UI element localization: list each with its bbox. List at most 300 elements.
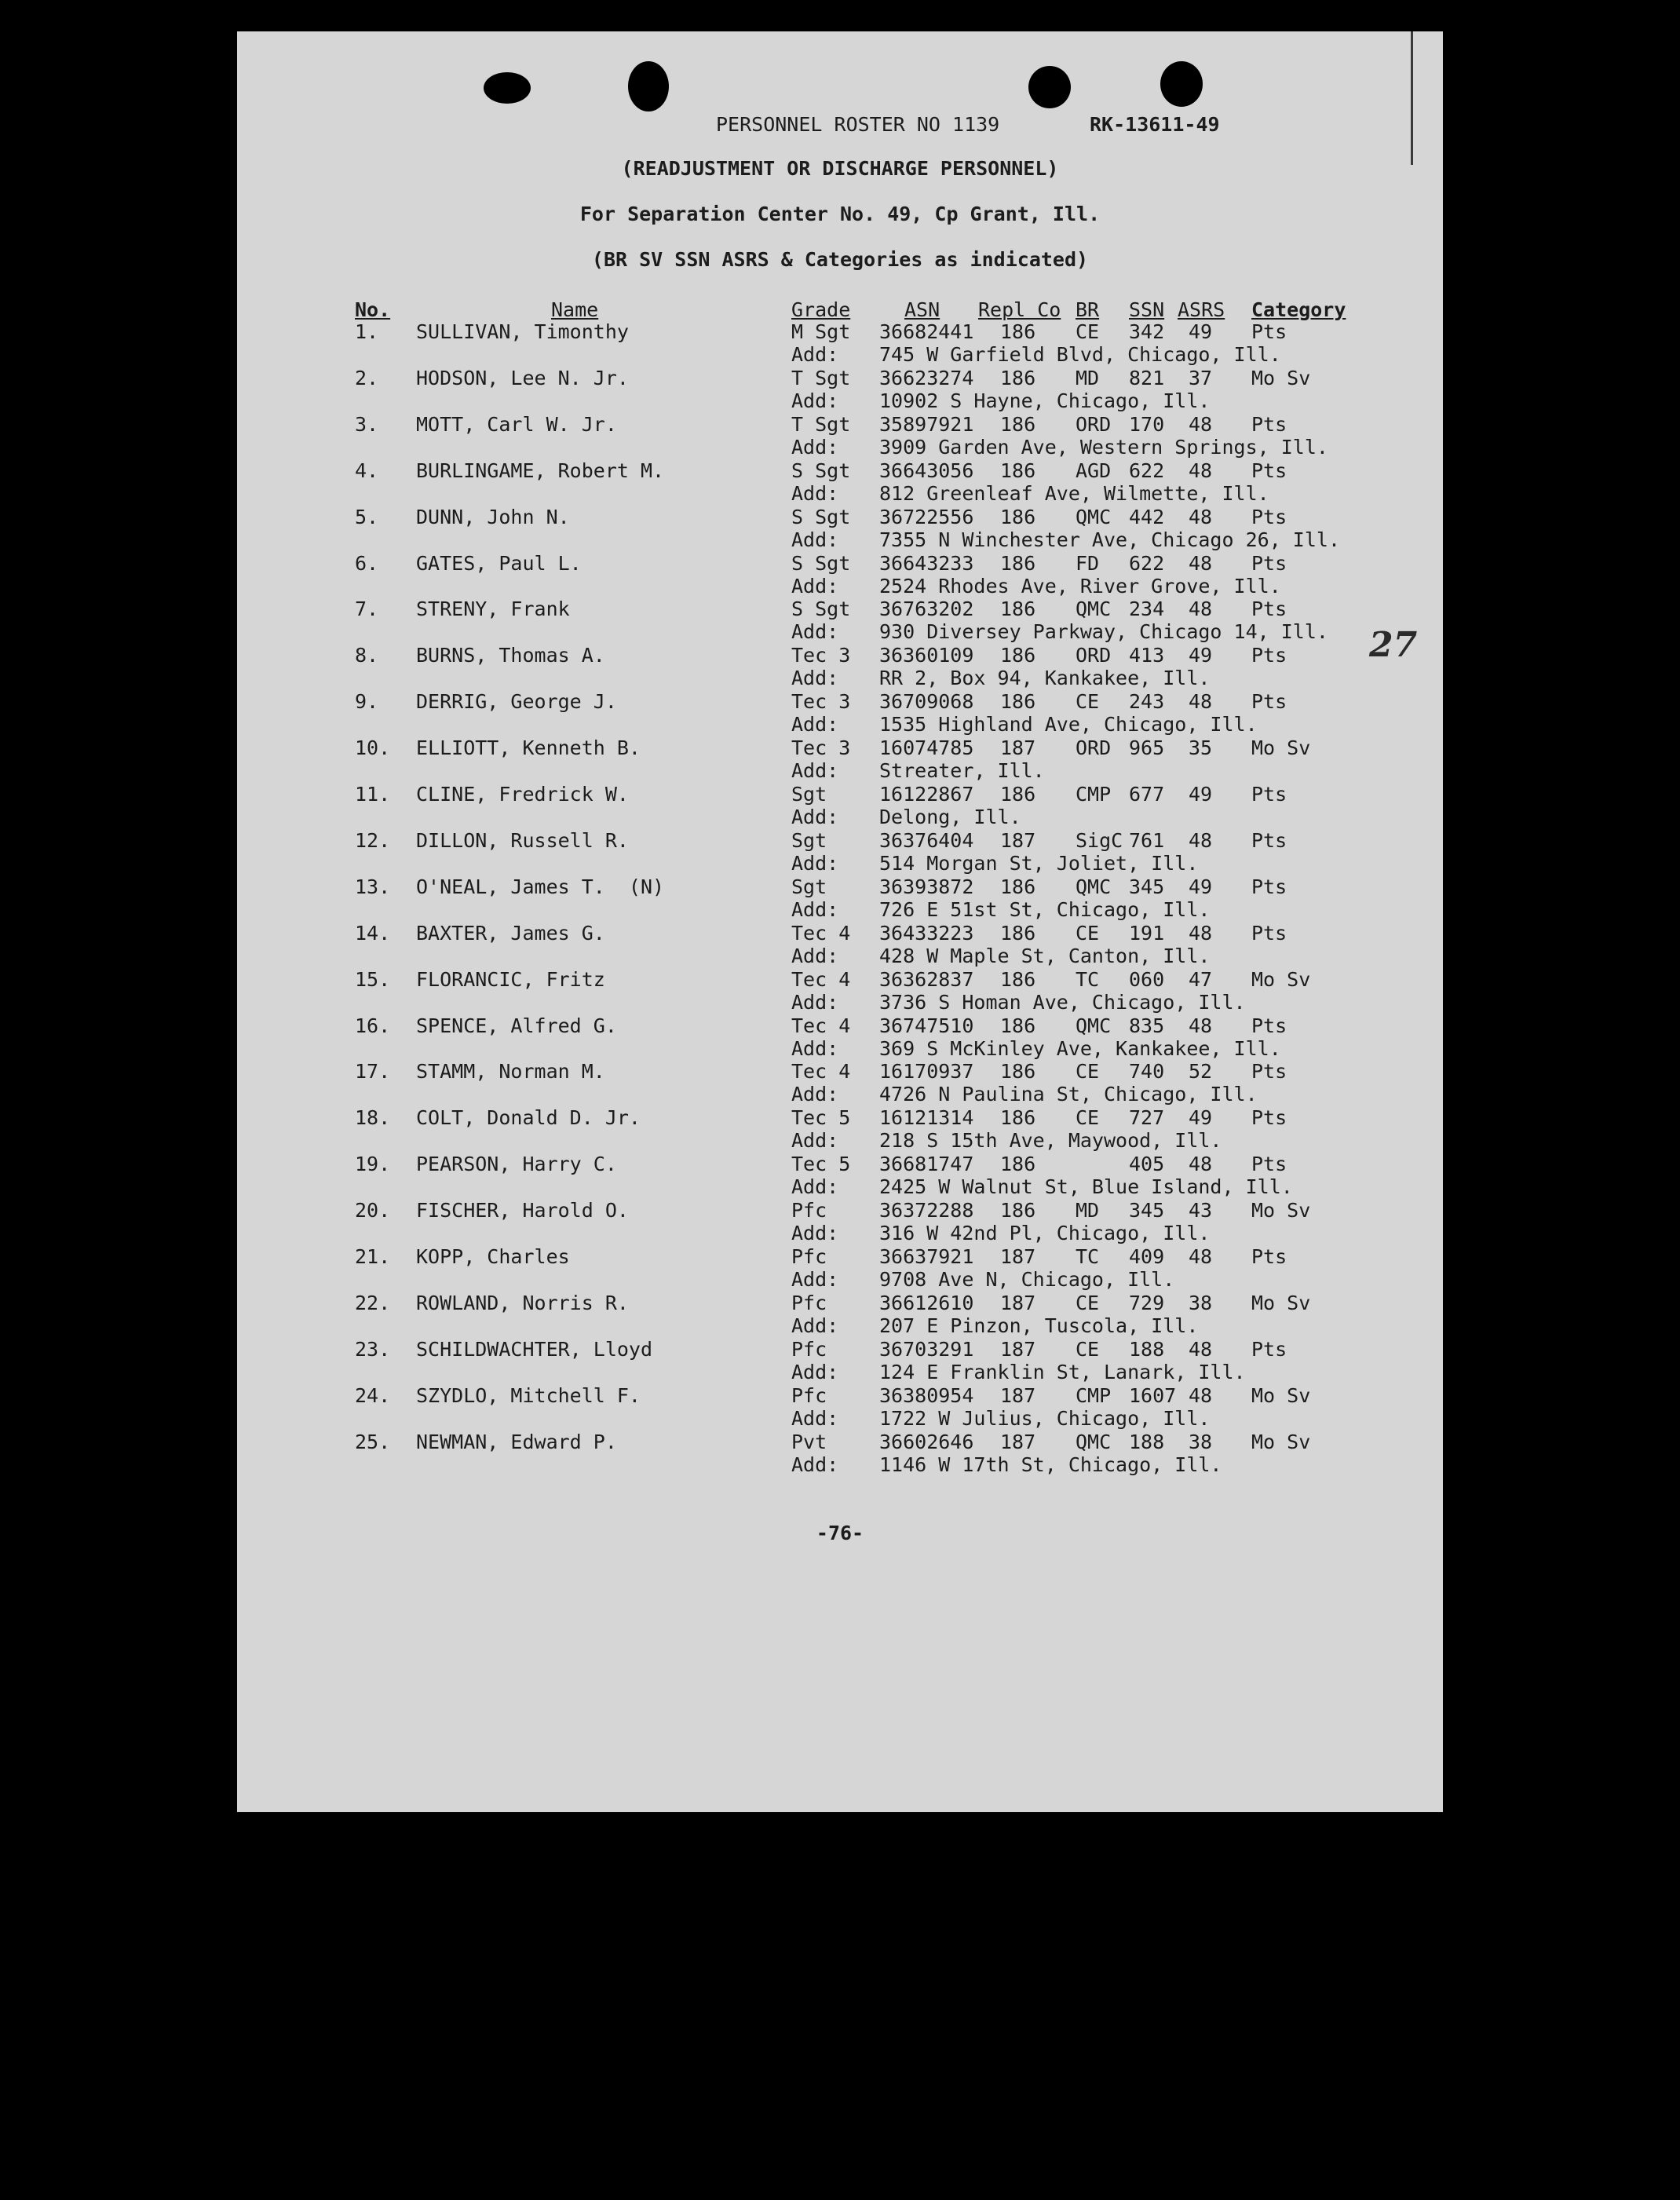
entry-ssn: 243 <box>1129 690 1165 714</box>
entry-asrs: 47 <box>1189 967 1213 991</box>
roster-entry <box>237 736 1443 782</box>
entry-ssn: 060 <box>1129 967 1165 991</box>
entry-asrs: 37 <box>1189 366 1213 389</box>
roster-entry <box>237 1153 1443 1198</box>
entry-ssn: 413 <box>1129 644 1165 667</box>
entry-grade: Tec 4 <box>791 921 851 945</box>
entry-asn: 36643056 <box>879 459 974 482</box>
entry-repl-co: 187 <box>1000 736 1036 760</box>
entry-name: GATES, Paul L. <box>416 551 582 575</box>
entry-number: 16. <box>355 1014 391 1037</box>
roster-entry <box>237 1384 1443 1430</box>
entry-branch: CE <box>1076 690 1100 714</box>
roster-entry <box>237 875 1443 921</box>
entry-asn: 36643233 <box>879 551 974 575</box>
entry-address-label: Add: <box>791 1083 839 1106</box>
roster-title: PERSONNEL ROSTER NO 1139 <box>716 113 1000 136</box>
page-number: -76- <box>816 1522 864 1544</box>
entry-asrs: 38 <box>1189 1430 1213 1453</box>
entry-branch: CE <box>1076 1060 1100 1084</box>
punch-hole-center-left <box>628 61 669 111</box>
entry-grade: M Sgt <box>791 320 851 343</box>
entry-name: DUNN, John N. <box>416 505 570 528</box>
entry-address-label: Add: <box>791 1314 839 1337</box>
entry-ssn: 345 <box>1129 875 1165 898</box>
entry-grade: Tec 5 <box>791 1153 851 1176</box>
entry-address: 812 Greenleaf Ave, Wilmette, Ill. <box>879 481 1269 505</box>
entry-grade: Tec 5 <box>791 1106 851 1130</box>
entry-asrs: 48 <box>1189 551 1213 575</box>
entry-name: ELLIOTT, Kenneth B. <box>416 736 641 760</box>
entry-number: 19. <box>355 1153 391 1176</box>
entry-address: 207 E Pinzon, Tuscola, Ill. <box>879 1314 1199 1337</box>
roster-entry <box>237 459 1443 505</box>
roster-entry <box>237 506 1443 551</box>
entry-category: Pts <box>1251 1245 1287 1268</box>
entry-repl-co: 187 <box>1000 1337 1036 1361</box>
entry-grade: Pfc <box>791 1245 827 1268</box>
entry-ssn: 622 <box>1129 551 1165 575</box>
entry-address-label: Add: <box>791 759 839 783</box>
entry-repl-co: 187 <box>1000 1291 1036 1314</box>
entry-repl-co: 186 <box>1000 1060 1036 1084</box>
entry-address-label: Add: <box>791 851 839 875</box>
entry-address: 4726 N Paulina St, Chicago, Ill. <box>879 1083 1258 1106</box>
roster-entry <box>237 1014 1443 1060</box>
entry-number: 6. <box>355 551 379 575</box>
entry-asrs: 48 <box>1189 828 1213 852</box>
entry-address-label: Add: <box>791 481 839 505</box>
entry-category: Mo Sv <box>1251 1291 1311 1314</box>
entry-category: Mo Sv <box>1251 1199 1311 1222</box>
entry-category: Pts <box>1251 320 1287 343</box>
entry-repl-co: 186 <box>1000 459 1036 482</box>
entry-repl-co: 186 <box>1000 1014 1036 1037</box>
entry-address-label: Add: <box>791 1129 839 1153</box>
column-header-repl-co: Repl Co <box>978 298 1061 321</box>
roster-entry <box>237 1292 1443 1337</box>
entry-number: 1. <box>355 320 379 343</box>
entry-ssn: 191 <box>1129 921 1165 945</box>
entry-asrs: 38 <box>1189 1291 1213 1314</box>
entry-asrs: 35 <box>1189 736 1213 760</box>
entry-ssn: 188 <box>1129 1337 1165 1361</box>
entry-ssn: 740 <box>1129 1060 1165 1084</box>
separation-center-line: For Separation Center No. 49, Cp Grant, Ill. <box>579 203 1101 225</box>
punch-hole-right <box>1160 61 1203 107</box>
entry-category: Pts <box>1251 598 1287 621</box>
entry-address-label: Add: <box>791 1360 839 1383</box>
entry-repl-co: 186 <box>1000 1106 1036 1130</box>
roster-entry <box>237 690 1443 736</box>
entry-branch: CE <box>1076 1337 1100 1361</box>
entry-asn: 36763202 <box>879 598 974 621</box>
entry-name: SULLIVAN, Timonthy <box>416 320 629 343</box>
entry-repl-co: 186 <box>1000 366 1036 389</box>
entry-asrs: 48 <box>1189 1153 1213 1176</box>
entry-ssn: 405 <box>1129 1153 1165 1176</box>
entry-number: 5. <box>355 505 379 528</box>
entry-name: SZYDLO, Mitchell F. <box>416 1383 641 1407</box>
entry-address-label: Add: <box>791 897 839 921</box>
roster-entry <box>237 922 1443 967</box>
entry-name: PEARSON, Harry C. <box>416 1153 617 1176</box>
entry-address-label: Add: <box>791 667 839 690</box>
entry-category: Pts <box>1251 1106 1287 1130</box>
entry-address: 369 S McKinley Ave, Kankakee, Ill. <box>879 1036 1281 1060</box>
entry-number: 25. <box>355 1430 391 1453</box>
entry-branch: CE <box>1076 1291 1100 1314</box>
entry-address-label: Add: <box>791 990 839 1014</box>
entry-address-label: Add: <box>791 574 839 598</box>
roster-entry <box>237 783 1443 828</box>
entry-asn: 16074785 <box>879 736 974 760</box>
entry-repl-co: 187 <box>1000 1383 1036 1407</box>
entry-address-label: Add: <box>791 1175 839 1199</box>
entry-ssn: 409 <box>1129 1245 1165 1268</box>
roster-entry <box>237 829 1443 875</box>
entry-asn: 16170937 <box>879 1060 974 1084</box>
entry-grade: T Sgt <box>791 412 851 436</box>
entry-number: 15. <box>355 967 391 991</box>
entry-address: 7355 N Winchester Ave, Chicago 26, Ill. <box>879 528 1340 551</box>
entry-branch: AGD <box>1076 459 1112 482</box>
entry-asn: 36623274 <box>879 366 974 389</box>
entry-category: Pts <box>1251 690 1287 714</box>
entry-number: 24. <box>355 1383 391 1407</box>
entry-repl-co: 186 <box>1000 875 1036 898</box>
entry-number: 2. <box>355 366 379 389</box>
entry-asrs: 48 <box>1189 1014 1213 1037</box>
entry-address-label: Add: <box>791 528 839 551</box>
entry-asn: 16121314 <box>879 1106 974 1130</box>
entry-asn: 36380954 <box>879 1383 974 1407</box>
entry-branch: CE <box>1076 320 1100 343</box>
entry-asn: 36360109 <box>879 644 974 667</box>
entry-number: 4. <box>355 459 379 482</box>
entry-number: 23. <box>355 1337 391 1361</box>
entry-address: 1535 Highland Ave, Chicago, Ill. <box>879 713 1258 736</box>
entry-asn: 36722556 <box>879 505 974 528</box>
entry-grade: Pfc <box>791 1383 827 1407</box>
entry-branch: FD <box>1076 551 1100 575</box>
entry-address: 930 Diversey Parkway, Chicago 14, Ill. <box>879 620 1328 644</box>
entry-ssn: 622 <box>1129 459 1165 482</box>
entry-name: NEWMAN, Edward P. <box>416 1430 617 1453</box>
entry-number: 3. <box>355 412 379 436</box>
entry-repl-co: 186 <box>1000 783 1036 806</box>
entry-branch: QMC <box>1076 1014 1112 1037</box>
roster-entry <box>237 1245 1443 1291</box>
entry-name: O'NEAL, James T. (N) <box>416 875 665 898</box>
entry-asrs: 48 <box>1189 598 1213 621</box>
column-header-asrs: ASRS <box>1178 298 1225 321</box>
entry-asn: 36682441 <box>879 320 974 343</box>
entry-address-label: Add: <box>791 1406 839 1430</box>
entry-repl-co: 187 <box>1000 828 1036 852</box>
entry-ssn: 234 <box>1129 598 1165 621</box>
entry-branch: QMC <box>1076 505 1112 528</box>
entry-address: 316 W 42nd Pl, Chicago, Ill. <box>879 1222 1211 1245</box>
entry-branch: TC <box>1076 967 1100 991</box>
entry-repl-co: 186 <box>1000 551 1036 575</box>
entry-name: MOTT, Carl W. Jr. <box>416 412 617 436</box>
roster-entry <box>237 598 1443 643</box>
entry-address-label: Add: <box>791 944 839 967</box>
entry-ssn: 835 <box>1129 1014 1165 1037</box>
entry-number: 10. <box>355 736 391 760</box>
entry-asrs: 49 <box>1189 875 1213 898</box>
entry-number: 20. <box>355 1199 391 1222</box>
entry-asn: 36637921 <box>879 1245 974 1268</box>
entry-number: 17. <box>355 1060 391 1084</box>
entry-asrs: 48 <box>1189 1245 1213 1268</box>
entry-address-label: Add: <box>791 1036 839 1060</box>
entry-branch: MD <box>1076 1199 1100 1222</box>
entry-repl-co: 186 <box>1000 320 1036 343</box>
margin-handwritten-number: 27 <box>1369 625 1418 665</box>
entry-repl-co: 186 <box>1000 921 1036 945</box>
entry-address-label: Add: <box>791 1222 839 1245</box>
entry-category: Pts <box>1251 644 1287 667</box>
entry-ssn: 342 <box>1129 320 1165 343</box>
entry-category: Pts <box>1251 875 1287 898</box>
entry-address: 3909 Garden Ave, Western Springs, Ill. <box>879 435 1328 459</box>
entry-name: BURNS, Thomas A. <box>416 644 605 667</box>
entry-asn: 36612610 <box>879 1291 974 1314</box>
entry-address-label: Add: <box>791 435 839 459</box>
entry-category: Pts <box>1251 505 1287 528</box>
roster-entry <box>237 1199 1443 1244</box>
entry-address: 124 E Franklin St, Lanark, Ill. <box>879 1360 1246 1383</box>
entry-branch: CMP <box>1076 1383 1112 1407</box>
entry-address: 9708 Ave N, Chicago, Ill. <box>879 1268 1175 1291</box>
column-header-br: BR <box>1076 298 1100 321</box>
entry-ssn: 442 <box>1129 505 1165 528</box>
roster-entry <box>237 644 1443 689</box>
entry-category: Mo Sv <box>1251 736 1311 760</box>
entry-name: SCHILDWACHTER, Lloyd <box>416 1337 653 1361</box>
entry-number: 9. <box>355 690 379 714</box>
punch-hole-center-right <box>1028 66 1071 108</box>
entry-grade: Pvt <box>791 1430 827 1453</box>
entry-grade: Tec 3 <box>791 736 851 760</box>
entry-grade: Tec 3 <box>791 690 851 714</box>
entry-category: Mo Sv <box>1251 1383 1311 1407</box>
entry-address: RR 2, Box 94, Kankakee, Ill. <box>879 667 1211 690</box>
entry-asrs: 48 <box>1189 459 1213 482</box>
entry-grade: Sgt <box>791 783 827 806</box>
entry-address: 218 S 15th Ave, Maywood, Ill. <box>879 1129 1222 1153</box>
entry-grade: Pfc <box>791 1337 827 1361</box>
roster-subtitle: (READJUSTMENT OR DISCHARGE PERSONNEL) <box>621 157 1059 180</box>
entry-category: Pts <box>1251 1014 1287 1037</box>
entry-name: COLT, Donald D. Jr. <box>416 1106 641 1130</box>
entry-repl-co: 187 <box>1000 1430 1036 1453</box>
roster-entry <box>237 413 1443 459</box>
entry-grade: S Sgt <box>791 505 851 528</box>
entry-name: SPENCE, Alfred G. <box>416 1014 617 1037</box>
entry-number: 18. <box>355 1106 391 1130</box>
entry-ssn: 761 <box>1129 828 1165 852</box>
entry-branch: ORD <box>1076 644 1112 667</box>
entry-address-label: Add: <box>791 389 839 412</box>
roster-page <box>237 31 1443 1812</box>
entry-address: 428 W Maple St, Canton, Ill. <box>879 944 1211 967</box>
entry-asrs: 48 <box>1189 1337 1213 1361</box>
column-header-category: Category <box>1251 298 1346 321</box>
entry-repl-co: 186 <box>1000 644 1036 667</box>
entry-asn: 36393872 <box>879 875 974 898</box>
entry-category: Mo Sv <box>1251 366 1311 389</box>
column-header-grade: Grade <box>791 298 851 321</box>
entry-name: CLINE, Fredrick W. <box>416 783 629 806</box>
entry-asn: 16122867 <box>879 783 974 806</box>
entry-address: Delong, Ill. <box>879 806 1021 828</box>
entry-branch: ORD <box>1076 736 1112 760</box>
entry-grade: S Sgt <box>791 459 851 482</box>
entry-repl-co: 186 <box>1000 1153 1036 1176</box>
entry-name: BURLINGAME, Robert M. <box>416 459 665 482</box>
entry-address-label: Add: <box>791 1268 839 1291</box>
entry-number: 13. <box>355 875 391 898</box>
entry-address-label: Add: <box>791 713 839 736</box>
entry-branch: ORD <box>1076 412 1112 436</box>
entry-name: STAMM, Norman M. <box>416 1060 605 1084</box>
entry-branch: SigC <box>1076 828 1123 852</box>
entry-asrs: 49 <box>1189 644 1213 667</box>
entry-name: FISCHER, Harold O. <box>416 1199 629 1222</box>
entry-address-label: Add: <box>791 343 839 366</box>
categories-note: (BR SV SSN ASRS & Categories as indicated) <box>591 248 1089 271</box>
entry-ssn: 821 <box>1129 366 1165 389</box>
entry-grade: Tec 4 <box>791 967 851 991</box>
entry-name: DILLON, Russell R. <box>416 828 629 852</box>
entry-number: 21. <box>355 1245 391 1268</box>
entry-category: Pts <box>1251 828 1287 852</box>
entry-asrs: 48 <box>1189 921 1213 945</box>
entry-branch: QMC <box>1076 598 1112 621</box>
page-edge-mark <box>1411 31 1413 165</box>
entry-ssn: 345 <box>1129 1199 1165 1222</box>
entry-number: 22. <box>355 1291 391 1314</box>
entry-category: Mo Sv <box>1251 967 1311 991</box>
entry-address: 745 W Garfield Blvd, Chicago, Ill. <box>879 343 1281 366</box>
entry-repl-co: 186 <box>1000 412 1036 436</box>
entry-asrs: 48 <box>1189 690 1213 714</box>
entry-category: Pts <box>1251 783 1287 806</box>
entry-repl-co: 186 <box>1000 1199 1036 1222</box>
entry-grade: Pfc <box>791 1199 827 1222</box>
roster-entry <box>237 320 1443 366</box>
entry-name: FLORANCIC, Fritz <box>416 967 605 991</box>
entry-repl-co: 186 <box>1000 967 1036 991</box>
entry-asn: 36362837 <box>879 967 974 991</box>
entry-grade: S Sgt <box>791 551 851 575</box>
entry-ssn: 965 <box>1129 736 1165 760</box>
entry-name: DERRIG, George J. <box>416 690 617 714</box>
entry-asn: 36747510 <box>879 1014 974 1037</box>
entry-number: 14. <box>355 921 391 945</box>
roster-entry <box>237 1060 1443 1105</box>
entry-ssn: 727 <box>1129 1106 1165 1130</box>
roster-code: RK-13611-49 <box>1090 113 1220 136</box>
entry-grade: Pfc <box>791 1291 827 1314</box>
entry-branch: CE <box>1076 1106 1100 1130</box>
entry-category: Pts <box>1251 459 1287 482</box>
entry-branch: QMC <box>1076 875 1112 898</box>
column-header-no: No. <box>355 298 391 321</box>
entry-ssn: 677 <box>1129 783 1165 806</box>
entry-address: Streater, Ill. <box>879 759 1045 783</box>
entry-address: 726 E 51st St, Chicago, Ill. <box>879 897 1211 921</box>
entry-asrs: 49 <box>1189 1106 1213 1130</box>
entry-repl-co: 186 <box>1000 505 1036 528</box>
entry-asn: 36376404 <box>879 828 974 852</box>
entry-grade: Tec 4 <box>791 1014 851 1037</box>
entry-address: 1722 W Julius, Chicago, Ill. <box>879 1406 1211 1430</box>
entry-asn: 36433223 <box>879 921 974 945</box>
entry-asrs: 49 <box>1189 783 1213 806</box>
entry-ssn: 170 <box>1129 412 1165 436</box>
entry-repl-co: 186 <box>1000 690 1036 714</box>
entry-name: KOPP, Charles <box>416 1245 570 1268</box>
entry-grade: S Sgt <box>791 598 851 621</box>
entry-asn: 35897921 <box>879 412 974 436</box>
entry-branch: MD <box>1076 366 1100 389</box>
entry-ssn: 188 <box>1129 1430 1165 1453</box>
entry-address: 514 Morgan St, Joliet, Ill. <box>879 851 1199 875</box>
roster-entry <box>237 367 1443 412</box>
roster-entry <box>237 1338 1443 1383</box>
entry-branch: CMP <box>1076 783 1112 806</box>
entry-name: ROWLAND, Norris R. <box>416 1291 629 1314</box>
entry-asrs: 52 <box>1189 1060 1213 1084</box>
roster-entry <box>237 1431 1443 1476</box>
entry-address: 2524 Rhodes Ave, River Grove, Ill. <box>879 574 1281 598</box>
entry-address: 10902 S Hayne, Chicago, Ill. <box>879 389 1211 412</box>
entry-number: 8. <box>355 644 379 667</box>
entry-grade: T Sgt <box>791 366 851 389</box>
entry-number: 12. <box>355 828 391 852</box>
entry-branch: QMC <box>1076 1430 1112 1453</box>
entry-asn: 36681747 <box>879 1153 974 1176</box>
column-header-name: Name <box>551 298 599 321</box>
entry-address: 2425 W Walnut St, Blue Island, Ill. <box>879 1175 1293 1199</box>
entry-repl-co: 186 <box>1000 598 1036 621</box>
entry-category: Pts <box>1251 1153 1287 1176</box>
column-header-ssn: SSN <box>1129 298 1165 321</box>
entry-asrs: 49 <box>1189 320 1213 343</box>
entry-grade: Sgt <box>791 875 827 898</box>
entry-ssn: 1607 <box>1129 1383 1177 1407</box>
entry-asrs: 43 <box>1189 1199 1213 1222</box>
entry-asrs: 48 <box>1189 412 1213 436</box>
punch-hole-left <box>484 72 531 104</box>
entry-address: 3736 S Homan Ave, Chicago, Ill. <box>879 990 1246 1014</box>
entry-grade: Sgt <box>791 828 827 852</box>
entry-repl-co: 187 <box>1000 1245 1036 1268</box>
entry-branch: TC <box>1076 1245 1100 1268</box>
entry-ssn: 729 <box>1129 1291 1165 1314</box>
entry-address-label: Add: <box>791 1453 839 1476</box>
entry-grade: Tec 3 <box>791 644 851 667</box>
roster-entry <box>237 968 1443 1014</box>
entry-address: 1146 W 17th St, Chicago, Ill. <box>879 1453 1222 1476</box>
entry-number: 11. <box>355 783 391 806</box>
entry-asn: 36372288 <box>879 1199 974 1222</box>
entry-category: Mo Sv <box>1251 1430 1311 1453</box>
